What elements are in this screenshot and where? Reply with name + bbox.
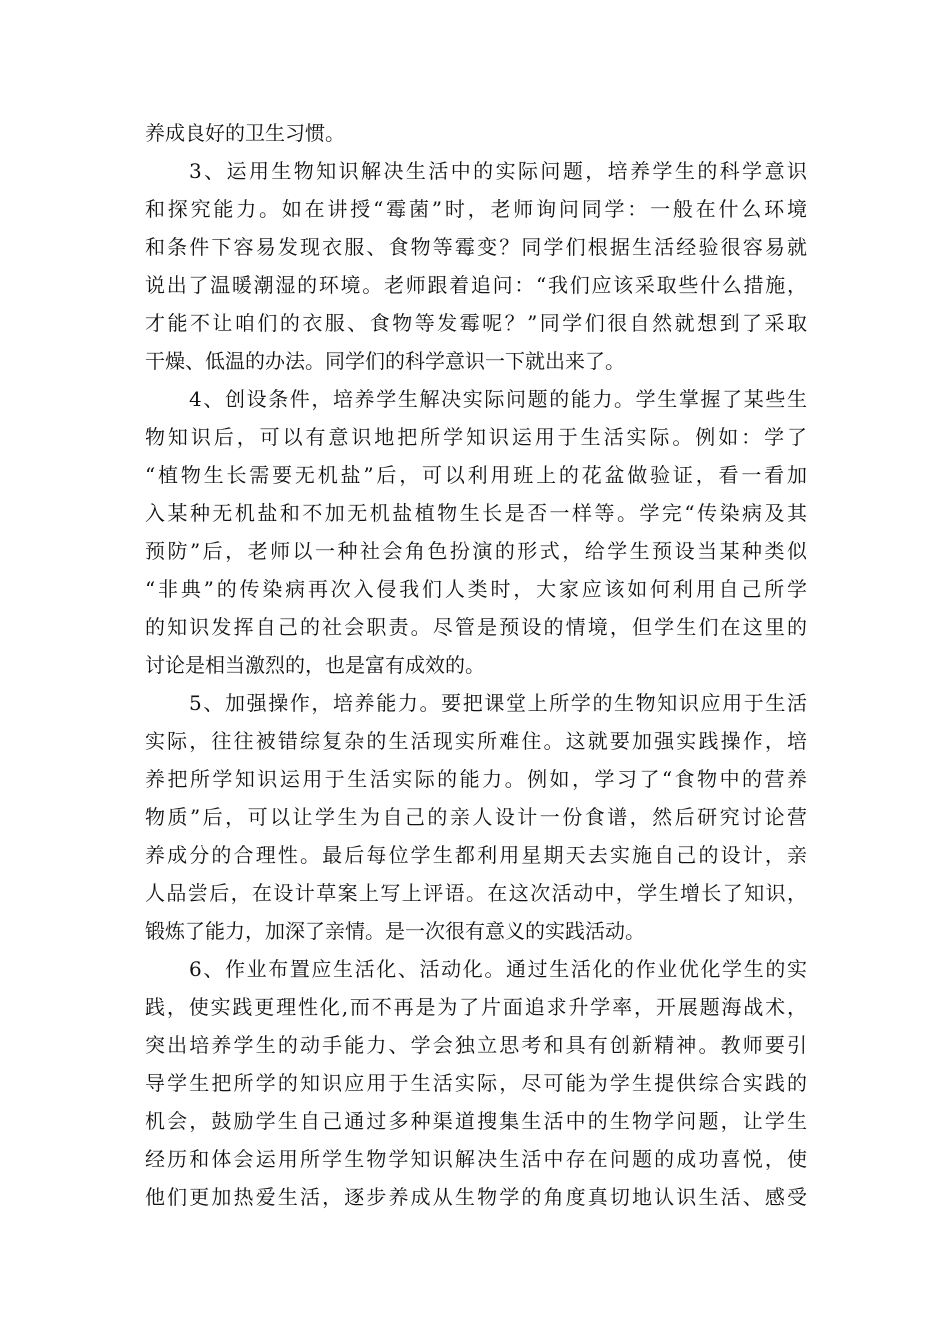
text-line: 人品尝后，在设计草案上写上评语。在这次活动中，学生增长了知识， xyxy=(145,881,807,905)
text-line: 机会，鼓励学生自己通过多种渠道搜集生活中的生物学问题，让学生 xyxy=(145,1109,807,1133)
text-line: 物知识后，可以有意识地把所学知识运用于生活实际。例如：学了 xyxy=(145,425,807,449)
text-line: 突出培养学生的动手能力、学会独立思考和具有创新精神。教师要引 xyxy=(145,1033,807,1057)
text-line: 入某种无机盐和不加无机盐植物生长是否一样等。学完“传染病及其 xyxy=(145,501,807,525)
text-line: 践，使实践更理性化,而不再是为了片面追求升学率，开展题海战术， xyxy=(145,995,807,1019)
paragraph-5-start: 5、加强操作，培养能力。要把课堂上所学的生物知识应用于生活 xyxy=(189,691,807,715)
text-line: 导学生把所学的知识应用于生活实际，尽可能为学生提供综合实践的 xyxy=(145,1071,807,1095)
text-line: 养成良好的卫生习惯。 xyxy=(145,121,345,145)
text-line: 的知识发挥自己的社会职责。尽管是预设的情境，但学生们在这里的 xyxy=(145,615,807,639)
text-line: 物质”后，可以让学生为自己的亲人设计一份食谱，然后研究讨论营 xyxy=(145,805,807,829)
text-line: “植物生长需要无机盐”后，可以利用班上的花盆做验证，看一看加 xyxy=(145,463,807,487)
paragraph-6-start: 6、作业布置应生活化、活动化。通过生活化的作业优化学生的实 xyxy=(189,957,807,981)
text-line: 锻炼了能力，加深了亲情。是一次很有意义的实践活动。 xyxy=(145,919,645,943)
text-line: 和条件下容易发现衣服、食物等霉变？同学们根据生活经验很容易就 xyxy=(145,235,807,259)
text-line: “非典”的传染病再次入侵我们人类时，大家应该如何利用自己所学 xyxy=(145,577,807,601)
text-line: 才能不让咱们的衣服、食物等发霉呢？”同学们很自然就想到了采取 xyxy=(145,311,807,335)
paragraph-4-start: 4、创设条件，培养学生解决实际问题的能力。学生掌握了某些生 xyxy=(189,387,807,411)
text-line: 讨论是相当激烈的，也是富有成效的。 xyxy=(145,653,485,677)
text-line: 养把所学知识运用于生活实际的能力。例如，学习了“食物中的营养 xyxy=(145,767,807,791)
text-line: 实际，往往被错综复杂的生活现实所难住。这就要加强实践操作，培 xyxy=(145,729,807,753)
paragraph-3-start: 3、运用生物知识解决生活中的实际问题，培养学生的科学意识 xyxy=(189,159,807,183)
text-line: 和探究能力。如在讲授“霉菌”时，老师询问同学：一般在什么环境 xyxy=(145,197,807,221)
text-line: 干燥、低温的办法。同学们的科学意识一下就出来了。 xyxy=(145,349,625,373)
text-line: 说出了温暖潮湿的环境。老师跟着追问：“我们应该采取些什么措施， xyxy=(145,273,807,297)
text-line: 他们更加热爱生活，逐步养成从生物学的角度真切地认识生活、感受 xyxy=(145,1185,807,1209)
text-line: 经历和体会运用所学生物学知识解决生活中存在问题的成功喜悦，使 xyxy=(145,1147,807,1171)
text-line: 预防”后，老师以一种社会角色扮演的形式，给学生预设当某种类似 xyxy=(145,539,807,563)
text-line: 养成分的合理性。最后每位学生都利用星期天去实施自己的设计，亲 xyxy=(145,843,807,867)
body-text xyxy=(145,114,807,1216)
